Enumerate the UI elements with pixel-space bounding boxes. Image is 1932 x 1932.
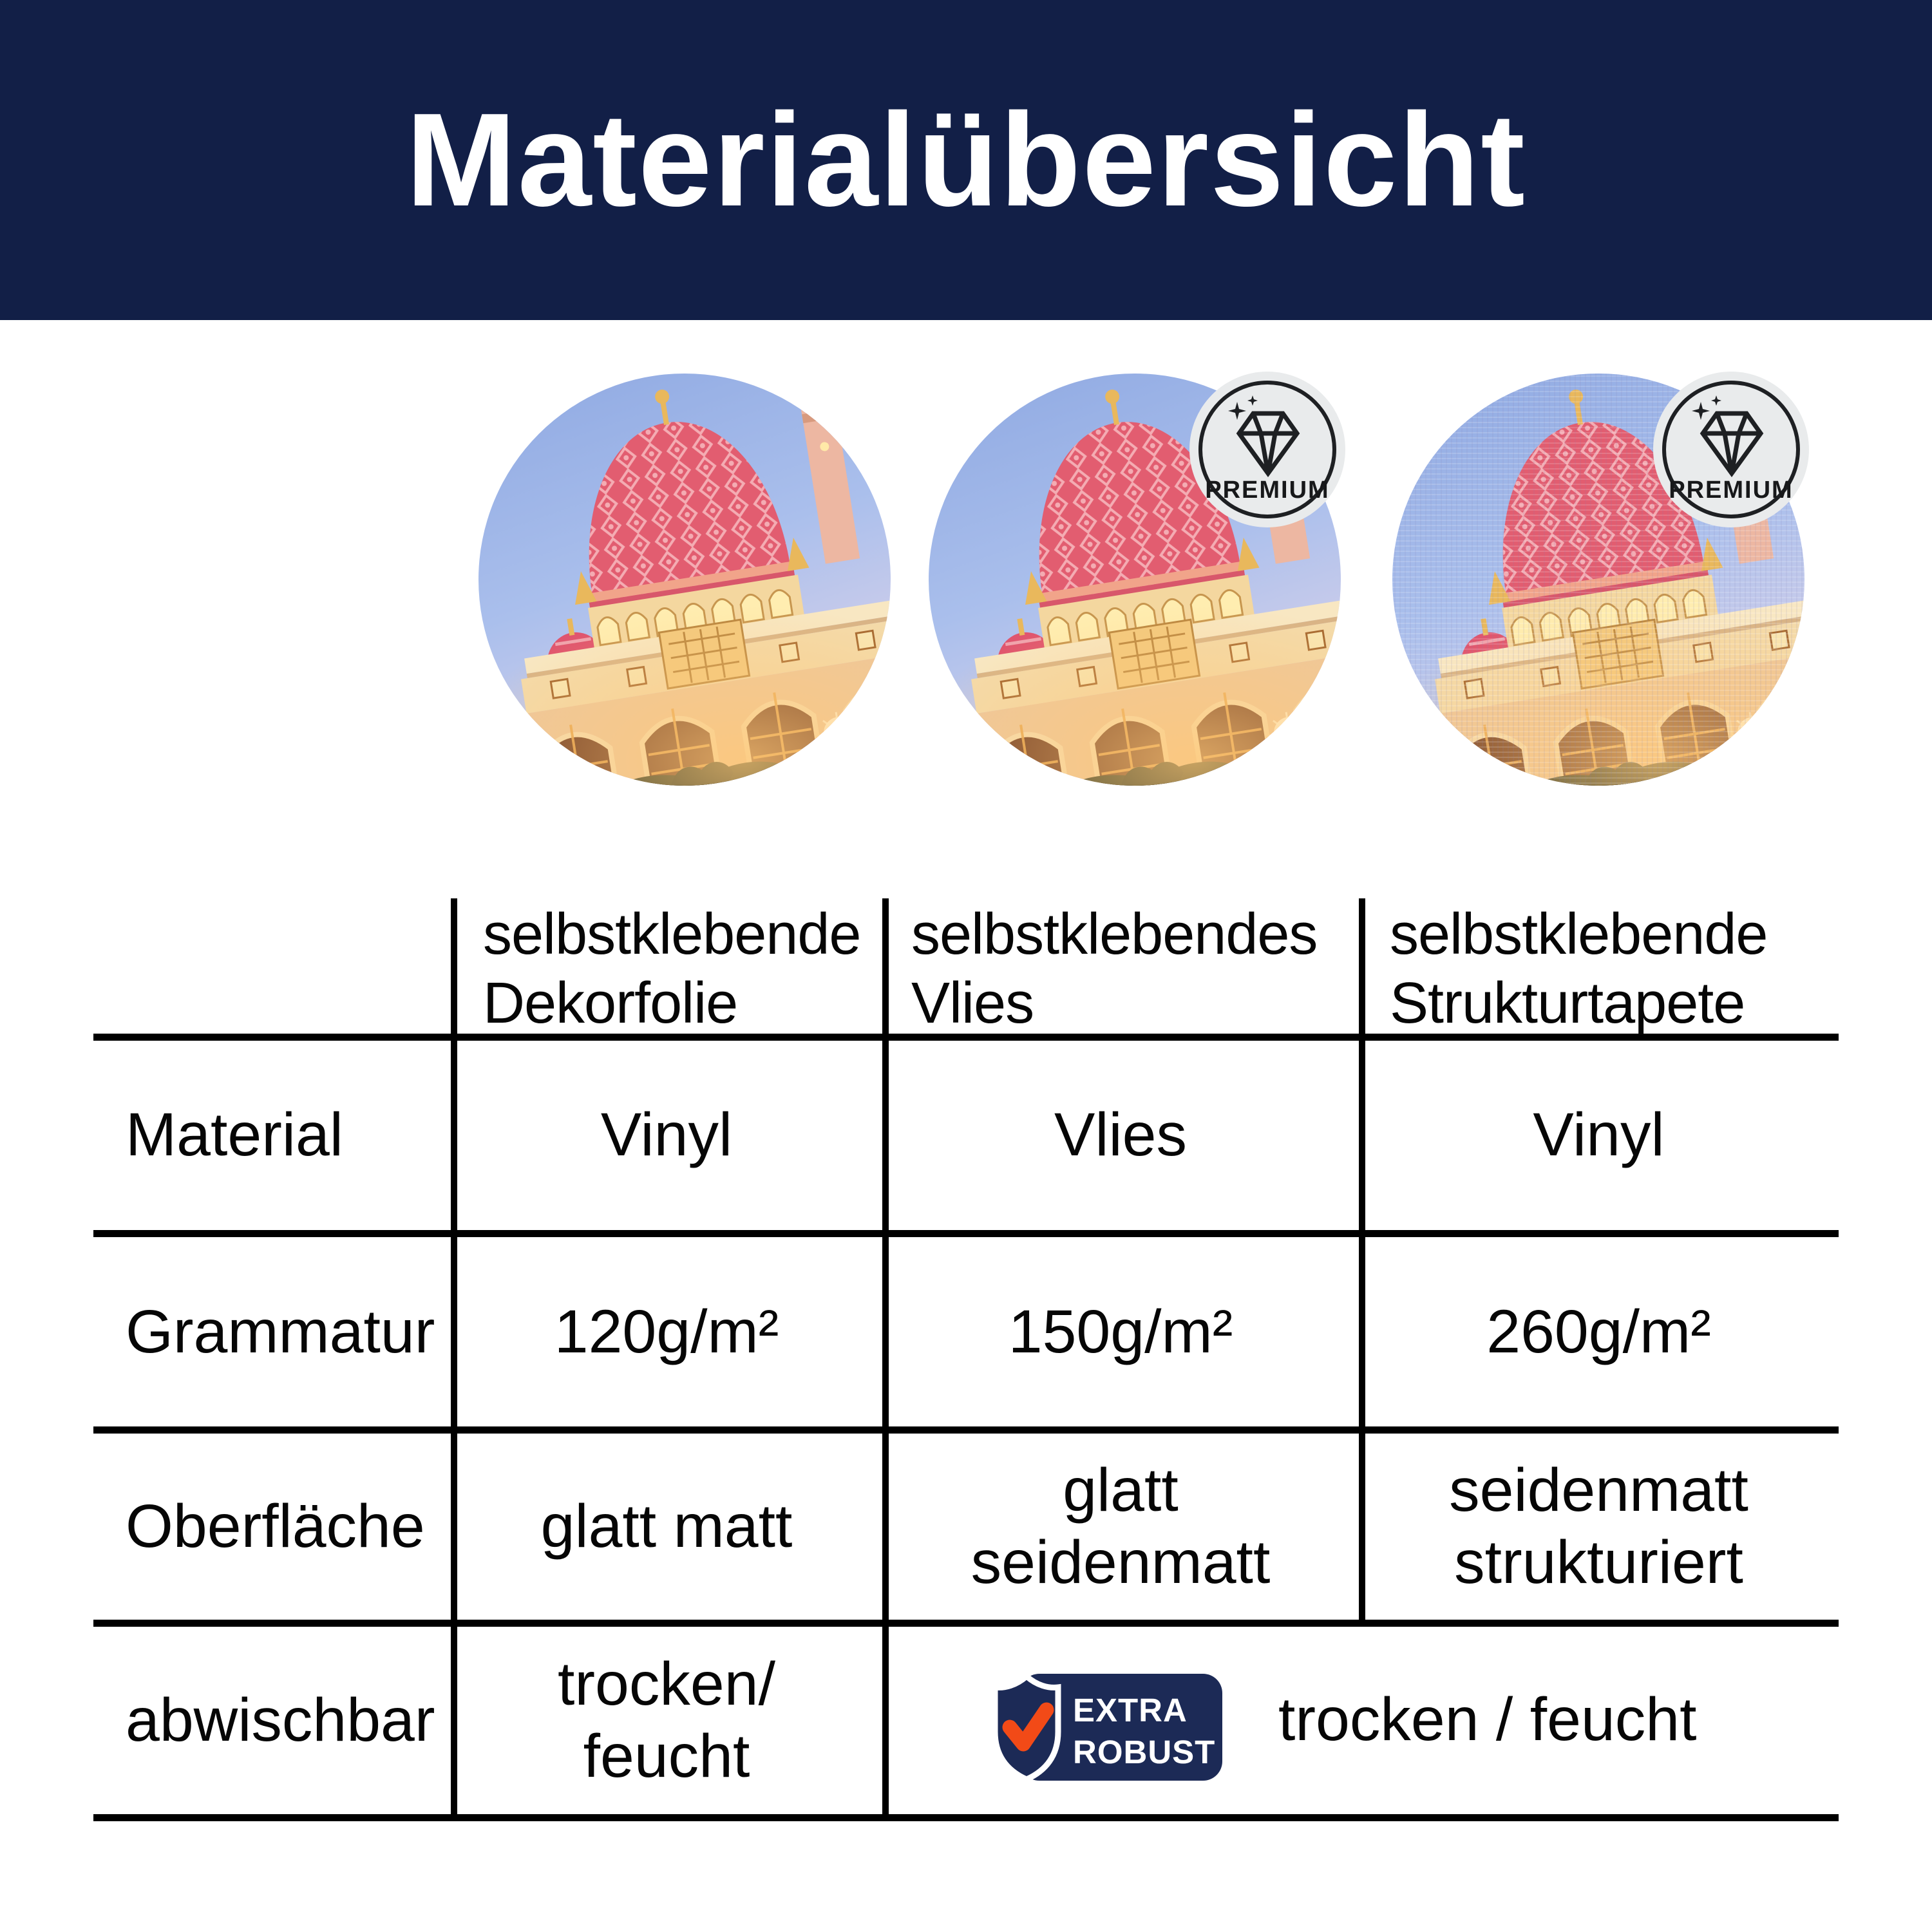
robust-badge-line1: EXTRA — [1073, 1692, 1188, 1728]
column-header-line2: Strukturtapete — [1390, 971, 1745, 1036]
extra-robust-badge — [985, 1666, 1230, 1788]
product-photo-dekorfolie — [478, 374, 891, 786]
column-header-vlies — [911, 900, 1317, 1038]
cell-material-dekorfolie: Vinyl — [600, 1101, 733, 1169]
cell-oberflaeche-strukturtapete: seidenmatt strukturiert — [1449, 1456, 1748, 1596]
row-label-material: Material — [126, 1101, 343, 1169]
shield-check-icon — [995, 1676, 1058, 1779]
cell-grammatur-strukturtapete: 260g/m² — [1486, 1298, 1711, 1366]
header-banner — [0, 0, 1932, 320]
cell-oberflaeche-dekorfolie: glatt matt — [540, 1492, 793, 1560]
mosque-photo — [478, 374, 891, 786]
column-header-line1: selbstklebendes — [911, 902, 1318, 967]
cell-abwischbar-dekorfolie: trocken/ feucht — [558, 1650, 775, 1790]
cell-grammatur-dekorfolie: 120g/m² — [554, 1298, 779, 1366]
cell-grammatur-vlies: 150g/m² — [1008, 1298, 1233, 1366]
cell-material-vlies: Vlies — [1054, 1101, 1187, 1169]
column-header-line1: selbstklebende — [483, 902, 861, 967]
table-line-bottom — [93, 1814, 1839, 1821]
row-label-abwischbar: abwischbar — [126, 1686, 435, 1754]
column-header-line2: Vlies — [911, 971, 1034, 1036]
column-header-line1: selbstklebende — [1390, 902, 1768, 967]
row-label-oberflaeche: Oberfläche — [126, 1492, 425, 1560]
cell-material-strukturtapete: Vinyl — [1533, 1101, 1665, 1169]
row-label-grammatur: Grammatur — [126, 1298, 435, 1366]
robust-badge-line2: ROBUST — [1073, 1734, 1216, 1770]
table-line-after-oberflaeche — [93, 1620, 1839, 1627]
table-line-after-grammatur — [93, 1426, 1839, 1434]
column-header-strukturtapete — [1390, 900, 1767, 1038]
cell-oberflaeche-vlies: glatt seidenmatt — [971, 1456, 1271, 1596]
page-title: Materialübersicht — [406, 86, 1526, 234]
table-line-after-material — [93, 1230, 1839, 1237]
cell-abwischbar-shared: trocken / feucht — [1278, 1685, 1697, 1754]
column-header-line2: Dekorfolie — [483, 971, 738, 1036]
premium-badge — [1189, 371, 1346, 528]
column-header-dekorfolie — [483, 900, 860, 1038]
premium-badge — [1653, 371, 1810, 528]
